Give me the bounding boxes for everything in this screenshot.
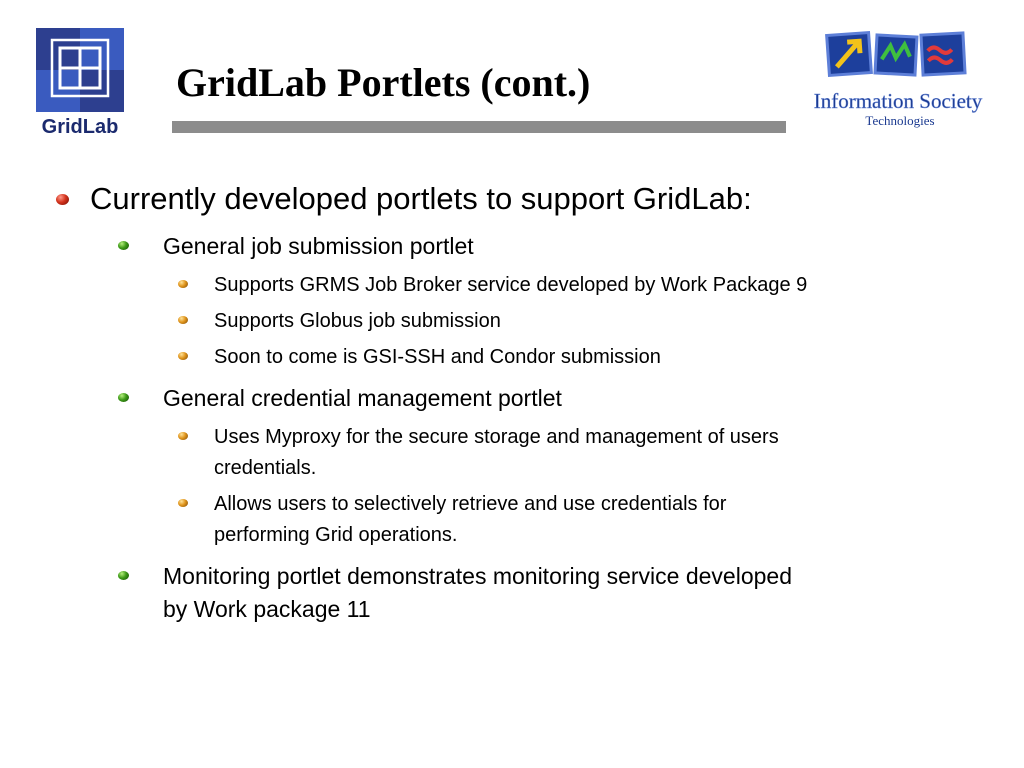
bullet-text-line: Monitoring portlet demonstrates monitoring service developed [163,563,792,589]
bullet-level3-item [178,270,807,301]
bullet-orange-icon [178,499,188,507]
gridlab-logo-text: GridLab [41,116,119,138]
bullet-orange-icon [178,280,188,288]
bullet-red-icon [56,194,69,205]
technologies-text: Technologies [865,113,935,128]
bullet-text: General job submission portlet [163,233,474,259]
bullet-orange-icon [178,432,188,440]
bullet-text-block [214,422,779,484]
bullet-level3-item [178,306,501,337]
bullet-level3-item [178,422,779,484]
bullet-level3-item [178,342,661,373]
bullet-orange-icon [178,352,188,360]
bullet-level2-item [118,560,792,626]
bullet-level3-item [178,489,726,551]
bullet-text-line: credentials. [214,457,317,479]
bullet-text: Currently developed portlets to support GridLab: [90,181,752,216]
bullet-text-block [163,560,792,626]
bullet-level2-item [118,382,562,414]
bullet-text-line: Uses Myproxy for the secure storage and management of users [214,426,779,448]
information-society-text: Information Society [813,89,983,113]
bullet-orange-icon [178,316,188,324]
bullet-text-line: performing Grid operations. [214,524,458,546]
bullet-green-icon [118,393,129,402]
bullet-green-icon [118,241,129,250]
bullet-text-block [214,489,726,551]
bullet-text: General credential management portlet [163,385,562,411]
bullet-text: Soon to come is GSI-SSH and Condor submission [214,346,661,368]
bullet-text-line: Allows users to selectively retrieve and use credentials for [214,493,727,515]
bullet-level1-item [56,180,752,218]
bullet-text: Supports Globus job submission [214,310,501,332]
slide-title: GridLab Portlets (cont.) [176,60,591,105]
bullet-text: Supports GRMS Job Broker service developed by Work Package 9 [214,274,808,296]
bullet-level2-item [118,230,474,262]
bullet-text-line: by Work package 11 [163,596,371,622]
bullet-green-icon [118,571,129,580]
